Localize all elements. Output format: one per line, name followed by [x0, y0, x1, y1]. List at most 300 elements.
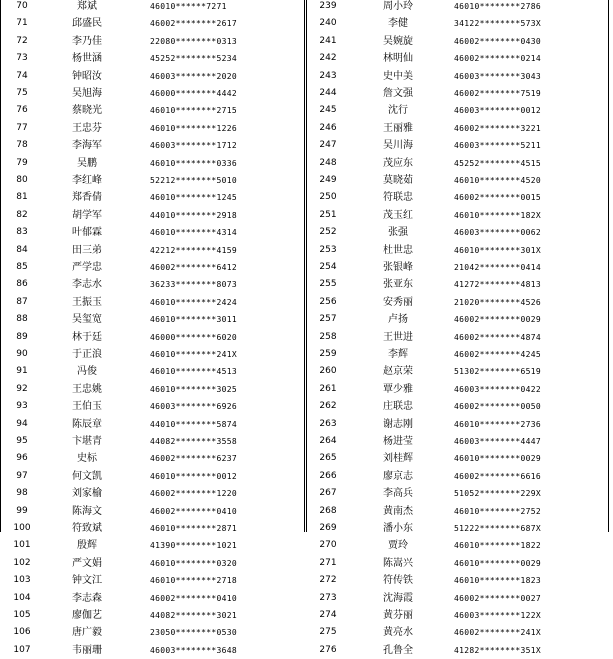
table-row	[306, 68, 608, 85]
person-name: 李志森	[72, 592, 102, 604]
row-number: 252	[319, 227, 337, 238]
id-number: 46010********3011	[150, 315, 237, 325]
person-name: 谢志刚	[383, 418, 413, 430]
person-name: 贾玲	[388, 540, 408, 552]
person-name: 林明仙	[383, 53, 413, 65]
row-number: 71	[16, 18, 28, 29]
row-number: 99	[16, 505, 28, 516]
id-number: 46003********4447	[454, 437, 541, 446]
id-number: 41272********4813	[454, 280, 541, 290]
table-row	[0, 642, 304, 659]
id-number: 46002********4874	[454, 332, 541, 342]
person-name: 李辉	[388, 349, 408, 360]
row-number: 73	[16, 53, 28, 64]
id-number: 46010********1245	[150, 193, 237, 203]
id-number: 45252********4515	[454, 158, 541, 168]
table-row	[306, 102, 608, 119]
table-row	[0, 590, 304, 607]
person-name: 赵京荣	[383, 366, 413, 378]
id-number: 52212********5010	[150, 176, 237, 185]
table-row	[0, 468, 304, 485]
table-row	[0, 624, 304, 641]
table-row	[0, 120, 304, 137]
table-row	[306, 398, 608, 415]
row-number: 263	[319, 418, 337, 429]
id-number: 46003********5211	[454, 141, 541, 151]
table-row	[0, 346, 304, 363]
id-number: 46002********2617	[150, 19, 237, 29]
table-row	[0, 555, 304, 572]
row-number: 91	[16, 366, 28, 377]
row-number: 94	[16, 418, 28, 429]
table-row	[0, 485, 304, 502]
person-name: 周小玲	[383, 1, 413, 12]
row-number: 105	[13, 610, 31, 620]
id-number: 46002********241X	[454, 628, 541, 638]
table-row	[0, 189, 304, 206]
id-number: 46002********0410	[150, 506, 237, 516]
row-number: 77	[16, 122, 28, 133]
row-number: 93	[16, 401, 28, 412]
table-row	[0, 363, 304, 380]
person-name: 黄芬丽	[383, 610, 413, 621]
row-number: 95	[16, 436, 28, 446]
table-row	[0, 433, 304, 450]
row-number: 89	[16, 331, 28, 342]
row-number: 85	[16, 262, 28, 272]
person-name: 王忠姚	[72, 383, 102, 395]
row-number: 87	[16, 296, 28, 307]
person-name: 张强	[388, 227, 408, 239]
person-name: 孔鲁全	[383, 644, 413, 656]
person-name: 何文凯	[72, 470, 102, 482]
table-row	[0, 329, 304, 346]
id-number: 46010********301X	[454, 245, 541, 255]
row-number: 260	[319, 366, 337, 377]
person-name: 李海军	[72, 140, 102, 152]
person-name: 王伯玉	[72, 401, 102, 413]
table-row	[306, 294, 608, 311]
row-number: 76	[16, 105, 28, 116]
person-name: 林于廷	[72, 331, 102, 343]
table-row	[0, 242, 304, 259]
person-name: 张亚东	[383, 279, 413, 291]
row-number: 72	[16, 35, 28, 46]
id-number: 46010********4520	[454, 176, 541, 185]
table-row	[306, 624, 608, 641]
row-number: 82	[16, 209, 28, 220]
row-number: 249	[319, 175, 337, 185]
person-name: 李红峰	[72, 175, 102, 186]
person-name: 符传铁	[383, 575, 413, 587]
person-name: 潘小东	[383, 523, 413, 534]
table-row	[0, 33, 304, 50]
id-number: 46000********4442	[150, 89, 237, 98]
row-number: 88	[16, 314, 28, 325]
table-row	[306, 172, 608, 189]
person-name: 殷辉	[77, 540, 97, 552]
row-number: 266	[319, 470, 337, 481]
id-number: 46002********4245	[454, 350, 541, 359]
id-number: 46000********6020	[150, 332, 237, 342]
table-row	[306, 242, 608, 259]
id-number: 44082********3021	[150, 611, 237, 620]
person-name: 李乃佳	[72, 35, 102, 47]
person-name: 沈行	[388, 105, 408, 117]
table-row	[306, 50, 608, 67]
table-row	[306, 33, 608, 50]
row-number: 80	[16, 175, 28, 185]
id-number: 36233********8073	[150, 280, 237, 290]
id-number: 46002********0015	[454, 193, 541, 203]
id-number: 46002********0027	[454, 593, 541, 603]
table-row	[0, 137, 304, 154]
table-row	[306, 555, 608, 572]
person-name: 黄亮水	[383, 627, 413, 639]
table-row	[306, 137, 608, 154]
row-number: 274	[319, 610, 337, 620]
table-row	[306, 450, 608, 467]
row-number: 246	[319, 122, 337, 133]
row-number: 253	[319, 244, 337, 255]
table-row	[306, 503, 608, 520]
table-row	[0, 294, 304, 311]
table-row	[306, 416, 608, 433]
table-row	[306, 381, 608, 398]
person-name: 沈海霞	[383, 592, 413, 604]
id-number: 46002********0214	[454, 54, 541, 64]
person-name: 王世进	[383, 331, 413, 343]
table-row	[0, 102, 304, 119]
id-number: 44010********5874	[150, 419, 237, 429]
table-row	[0, 85, 304, 102]
id-number: 46002********1220	[150, 489, 237, 499]
row-number: 86	[16, 279, 28, 290]
person-name: 李健	[388, 18, 408, 30]
table-row	[306, 346, 608, 363]
table-row	[306, 85, 608, 102]
row-number: 259	[319, 349, 337, 359]
row-number: 103	[13, 575, 31, 586]
row-number: 92	[16, 383, 28, 394]
table-row	[0, 172, 304, 189]
person-name: 李高兵	[383, 488, 413, 500]
id-number: 46010********2718	[150, 576, 237, 586]
row-number: 106	[13, 627, 31, 638]
person-name: 钟昭汝	[72, 70, 102, 82]
row-number: 75	[16, 88, 28, 98]
table-row	[0, 503, 304, 520]
table-row	[0, 207, 304, 224]
person-name: 杜世忠	[383, 244, 413, 256]
person-name: 庄联忠	[383, 401, 413, 413]
person-name: 廖京志	[383, 470, 413, 482]
row-number: 96	[16, 453, 28, 464]
person-name: 莫晓茹	[383, 175, 413, 186]
person-name: 卞堪青	[72, 436, 102, 447]
table-row	[306, 363, 608, 380]
person-name: 廖伽艺	[72, 610, 102, 621]
id-number: 46002********7519	[454, 89, 541, 98]
row-number: 90	[16, 349, 28, 359]
person-name: 陈辰章	[72, 418, 102, 430]
row-number: 245	[319, 105, 337, 116]
row-number: 262	[319, 401, 337, 412]
person-name: 黄南杰	[383, 505, 413, 517]
row-number: 257	[319, 314, 337, 325]
table-row	[306, 572, 608, 589]
id-number: 21042********0414	[454, 263, 541, 272]
person-name: 刘桂辉	[383, 453, 413, 465]
person-name: 吴旭海	[72, 88, 102, 99]
table-row	[306, 189, 608, 206]
id-number: 46010********0029	[454, 558, 541, 568]
id-number: 46010********0012	[150, 471, 237, 481]
table-row	[0, 416, 304, 433]
person-name: 茂玉红	[383, 209, 413, 221]
id-number: 46010********182X	[454, 210, 541, 220]
id-number: 34122********573X	[454, 19, 541, 29]
table-row	[306, 468, 608, 485]
row-number: 270	[319, 540, 337, 551]
id-number: 46002********0410	[150, 593, 237, 603]
person-name: 王振玉	[72, 296, 102, 308]
person-name: 郑斌	[77, 1, 97, 12]
person-name: 杨进莹	[383, 436, 413, 447]
person-name: 吴玺宽	[72, 314, 102, 326]
table-row	[0, 276, 304, 293]
table-row	[306, 120, 608, 137]
person-name: 刘家榆	[72, 488, 102, 500]
person-name: 田三弟	[72, 244, 102, 256]
id-number: 51302********6519	[454, 367, 541, 377]
table-row	[306, 259, 608, 276]
row-number: 81	[16, 192, 28, 203]
row-number: 254	[319, 262, 337, 272]
person-name: 茂应东	[383, 157, 413, 169]
right-border	[608, 0, 609, 532]
person-name: 吴鹏	[77, 157, 97, 169]
table-row	[0, 15, 304, 32]
row-number: 268	[319, 505, 337, 516]
id-number: 46010********1822	[454, 541, 541, 551]
table-row	[0, 537, 304, 554]
id-number: 21020********4526	[454, 297, 541, 307]
row-number: 107	[13, 644, 31, 655]
row-number: 241	[319, 35, 337, 46]
person-name: 安秀丽	[383, 296, 413, 308]
id-number: 46002********0029	[454, 315, 541, 325]
id-number: 45252********5234	[150, 54, 237, 64]
id-number: 46002********0430	[454, 36, 541, 46]
row-number: 269	[319, 523, 337, 533]
id-number: 46010********2736	[454, 419, 541, 429]
table-row	[0, 572, 304, 589]
row-number: 244	[319, 88, 337, 98]
id-number: 46002********0050	[454, 402, 541, 412]
person-name: 卢扬	[388, 314, 408, 326]
row-number: 98	[16, 488, 28, 499]
table-row	[0, 450, 304, 467]
id-number: 46010********0336	[150, 158, 237, 168]
table-row	[306, 642, 608, 659]
table-row	[306, 520, 608, 537]
row-number: 250	[319, 192, 337, 203]
row-number: 258	[319, 331, 337, 342]
row-number: 242	[319, 53, 337, 64]
person-name: 蔡晓光	[72, 105, 102, 117]
table-row	[0, 224, 304, 241]
person-name: 王丽雅	[383, 122, 413, 134]
id-number: 46003********2020	[150, 71, 237, 81]
table-row	[0, 0, 304, 15]
person-name: 张银峰	[383, 262, 413, 273]
row-number: 239	[319, 1, 337, 11]
person-name: 陈海文	[72, 505, 102, 517]
table-row	[306, 0, 608, 15]
table-row	[0, 68, 304, 85]
person-name: 韦丽珊	[72, 644, 102, 656]
table-row	[306, 485, 608, 502]
id-number: 51052********229X	[454, 489, 541, 499]
id-number: 46010********1823	[454, 576, 541, 586]
table-row	[306, 311, 608, 328]
id-number: 46002********3221	[454, 123, 541, 133]
table-row	[0, 381, 304, 398]
id-number: 46010********3025	[150, 384, 237, 394]
id-number: 46010********4314	[150, 228, 237, 238]
row-number: 78	[16, 140, 28, 151]
row-number: 101	[13, 540, 31, 551]
id-number: 44082********3558	[150, 437, 237, 446]
row-number: 271	[319, 557, 337, 568]
id-number: 46010********0029	[454, 454, 541, 464]
id-number: 42212********4159	[150, 245, 237, 255]
id-number: 46002********6616	[454, 471, 541, 481]
table-row	[0, 50, 304, 67]
id-number: 46010********1226	[150, 123, 237, 133]
table-row	[0, 398, 304, 415]
id-number: 46002********6412	[150, 263, 237, 272]
table-row	[306, 224, 608, 241]
row-number: 261	[319, 383, 337, 394]
table-row	[306, 590, 608, 607]
person-name: 唐广毅	[72, 627, 102, 639]
person-name: 史标	[77, 453, 97, 465]
table-row	[306, 155, 608, 172]
person-name: 史中美	[383, 70, 413, 82]
row-number: 243	[319, 70, 337, 81]
table-row	[306, 276, 608, 293]
person-name: 钟文江	[72, 575, 102, 587]
id-number: 41390********1021	[150, 541, 237, 551]
table-row	[0, 311, 304, 328]
row-number: 264	[319, 436, 337, 446]
row-number: 248	[319, 157, 337, 168]
table-row	[306, 15, 608, 32]
id-number: 41282********351X	[454, 645, 541, 655]
person-name: 邱盛民	[72, 18, 102, 30]
person-name: 郑香倩	[72, 192, 102, 204]
person-name: 胡学军	[72, 209, 102, 221]
table-row	[306, 607, 608, 624]
row-number: 255	[319, 279, 337, 290]
person-name: 吴婉旋	[383, 35, 413, 47]
table-row	[306, 433, 608, 450]
table-row	[306, 329, 608, 346]
person-name: 符致斌	[72, 523, 102, 534]
id-number: 46003********122X	[454, 611, 541, 620]
id-number: 44010********2918	[150, 210, 237, 220]
table-row	[306, 207, 608, 224]
id-number: 46010********0320	[150, 558, 237, 568]
id-number: 46010******7271	[150, 2, 227, 11]
id-number: 46010********2715	[150, 106, 237, 116]
person-name: 符联忠	[383, 192, 413, 204]
row-number: 97	[16, 470, 28, 481]
row-number: 272	[319, 575, 337, 586]
person-name: 王忠芬	[72, 122, 102, 134]
row-number: 79	[16, 157, 28, 168]
row-number: 276	[319, 644, 337, 655]
row-number: 256	[319, 296, 337, 307]
person-name: 李志水	[72, 279, 102, 291]
id-number: 22080********0313	[150, 36, 237, 46]
table-row	[0, 607, 304, 624]
row-number: 100	[13, 523, 31, 533]
row-number: 84	[16, 244, 28, 255]
row-number: 275	[319, 627, 337, 638]
person-name: 严学忠	[72, 262, 102, 273]
id-number: 46003********0422	[454, 384, 541, 394]
row-number: 265	[319, 453, 337, 464]
id-number: 46003********0062	[454, 228, 541, 238]
row-number: 273	[319, 592, 337, 603]
id-number: 46003********6926	[150, 402, 237, 412]
id-number: 46003********0012	[454, 106, 541, 116]
row-number: 267	[319, 488, 337, 499]
id-number: 46010********2871	[150, 524, 237, 533]
table-row	[306, 537, 608, 554]
id-number: 46002********6237	[150, 454, 237, 464]
person-name: 覃少雅	[383, 383, 413, 395]
person-name: 冯俊	[77, 366, 97, 378]
id-number: 46003********3043	[454, 71, 541, 81]
row-number: 83	[16, 227, 28, 238]
row-number: 74	[16, 70, 28, 81]
id-number: 46003********1712	[150, 141, 237, 151]
id-number: 51222********687X	[454, 524, 541, 533]
id-number: 23050********0530	[150, 628, 237, 638]
id-number: 46010********4513	[150, 367, 237, 377]
person-name: 叶郁霖	[72, 227, 102, 239]
table-row	[0, 259, 304, 276]
id-number: 46010********2424	[150, 297, 237, 307]
table-row	[0, 155, 304, 172]
person-name: 杨世涵	[72, 53, 102, 65]
row-number: 102	[13, 557, 31, 568]
person-name: 陈嵩兴	[383, 557, 413, 569]
row-number: 251	[319, 209, 337, 220]
table-row	[0, 520, 304, 537]
id-number: 46003********3648	[150, 645, 237, 655]
person-name: 于正浪	[72, 349, 102, 360]
row-number: 104	[13, 592, 31, 603]
row-number: 240	[319, 18, 337, 29]
row-number: 70	[16, 1, 28, 11]
person-name: 詹文强	[383, 88, 413, 99]
person-name: 严文娟	[72, 557, 102, 569]
